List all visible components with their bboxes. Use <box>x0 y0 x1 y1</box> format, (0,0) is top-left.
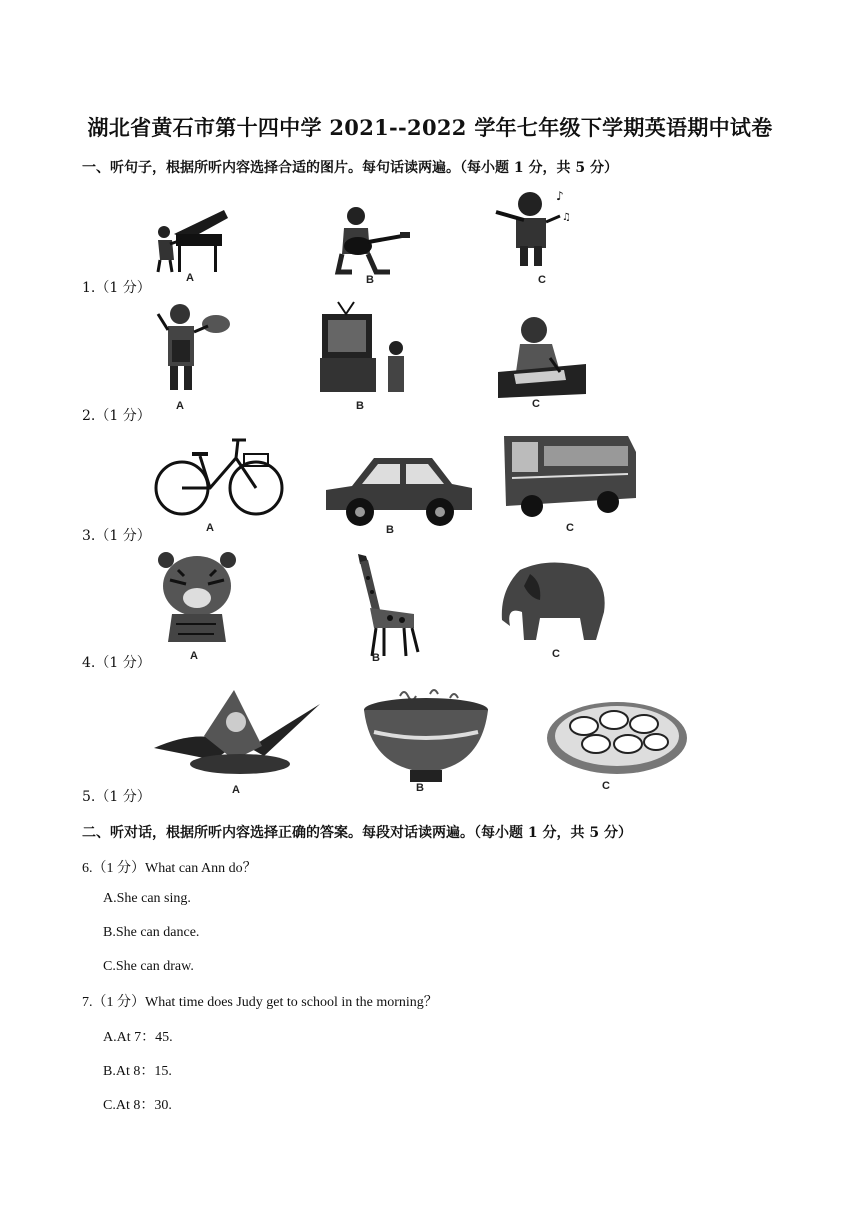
dumplings-image <box>544 690 690 778</box>
question-number: 4.（1 分） <box>82 655 151 671</box>
option-label: A <box>176 400 184 412</box>
option-label: A <box>206 522 214 534</box>
question-number: 1.（1 分） <box>82 280 151 296</box>
writing-student-image <box>494 314 590 404</box>
option-label: C <box>602 780 610 792</box>
giraffe-image <box>344 548 424 660</box>
svg-text:♪: ♪ <box>556 189 564 203</box>
question-text: What time does Judy get to school in the morning？ <box>145 995 438 1010</box>
painter-image <box>154 300 234 396</box>
bicycle-image <box>154 432 284 522</box>
option-label: A <box>186 272 194 284</box>
option-label: A <box>190 650 198 662</box>
answer-option: A.At 7：45. <box>103 1030 173 1045</box>
svg-text:♫: ♫ <box>562 212 571 223</box>
guitar-player-image <box>332 206 412 278</box>
option-label: A <box>232 784 240 796</box>
option-label: B <box>416 782 424 794</box>
zongzi-image <box>154 686 320 778</box>
option-label: C <box>552 648 560 660</box>
piano-player-image <box>154 204 230 276</box>
option-label: B <box>372 652 380 664</box>
question-7 <box>82 991 438 1011</box>
question-number: 5.（1 分） <box>82 789 151 805</box>
answer-option: C.She can draw. <box>103 959 194 974</box>
bus-image <box>498 428 638 520</box>
car-image <box>322 444 476 530</box>
section1-heading: 一、听句子，根据所听内容选择合适的图片。每句话读两遍。（每小题 1 分，共 5 分） <box>82 160 618 176</box>
question-6 <box>82 857 257 877</box>
exam-title: 湖北省黄石市第十四中学 2021--2022 学年七年级下学期英语期中试卷 <box>87 115 773 140</box>
option-label: C <box>532 398 540 410</box>
elephant-image <box>500 556 610 642</box>
option-label: B <box>356 400 364 412</box>
option-label: C <box>538 274 546 286</box>
question-number: 2.（1 分） <box>82 408 151 424</box>
watching-tv-image <box>320 298 410 398</box>
question-number: 6.（1 分） <box>82 861 145 876</box>
option-label: C <box>566 522 574 534</box>
answer-option: A.She can sing. <box>103 891 191 906</box>
question-number: 3.（1 分） <box>82 528 151 544</box>
question-text: What can Ann do？ <box>145 861 257 876</box>
noodle-bowl-image <box>360 688 492 786</box>
violin-player-image <box>490 184 576 270</box>
answer-option: B.At 8：15. <box>103 1064 172 1079</box>
question-number: 7.（1 分） <box>82 995 145 1010</box>
answer-option: B.She can dance. <box>103 925 200 940</box>
option-label: B <box>366 274 374 286</box>
section2-heading: 二、听对话，根据所听内容选择正确的答案。每段对话读两遍。（每小题 1 分，共 5 分） <box>82 825 632 841</box>
tiger-image <box>156 550 238 646</box>
option-label: B <box>386 524 394 536</box>
answer-option: C.At 8：30. <box>103 1098 172 1113</box>
